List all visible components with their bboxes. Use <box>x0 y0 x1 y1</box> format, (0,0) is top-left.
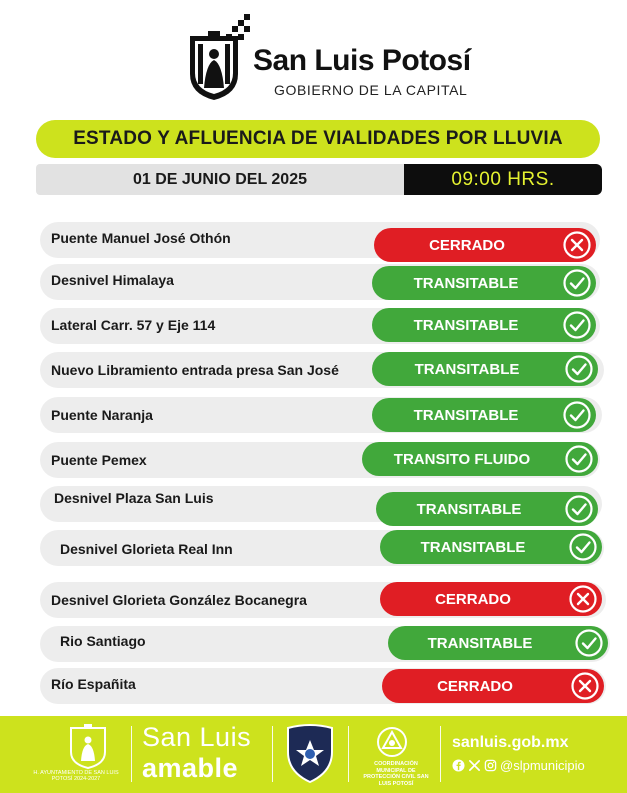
road-status-badge <box>380 582 602 616</box>
road-name: Desnivel Glorieta González Bocanegra <box>51 592 307 608</box>
report-title: ESTADO Y AFLUENCIA DE VIALIDADES POR LLUVIA <box>73 128 563 149</box>
check-circle-icon <box>574 628 604 658</box>
road-status-badge <box>376 492 598 526</box>
brand-subtitle: GOBIERNO DE LA CAPITAL <box>274 82 468 98</box>
x-circle-icon <box>568 584 598 614</box>
road-status-badge <box>372 398 596 432</box>
road-status-label: TRANSITABLE <box>414 360 520 378</box>
road-name: Nuevo Libramiento entrada presa San José <box>51 362 339 378</box>
instagram-icon[interactable] <box>484 759 497 772</box>
road-status-label: TRANSITABLE <box>413 406 519 424</box>
x-twitter-icon[interactable] <box>468 759 481 772</box>
footer-divider <box>348 726 349 782</box>
road-status-badge <box>372 308 596 342</box>
footer <box>0 716 627 793</box>
road-status-label: CERRADO <box>435 590 511 608</box>
check-circle-icon <box>564 444 594 474</box>
road-row <box>40 530 604 566</box>
brand-title: San Luis Potosí <box>253 44 471 77</box>
road-name: Río Españita <box>51 676 136 692</box>
road-name: Desnivel Plaza San Luis <box>54 490 214 506</box>
road-status-label: TRANSITABLE <box>427 634 533 652</box>
ayuntamiento-text: H. AYUNTAMIENTO DE SAN LUIS POTOSÍ 2024-2027 <box>33 770 119 782</box>
social-handle[interactable]: @slpmunicipio <box>500 758 585 773</box>
city-crest-logo <box>186 30 242 102</box>
proteccion-civil-logo <box>376 726 408 758</box>
footer-divider <box>272 726 273 782</box>
road-status-label: TRANSITABLE <box>420 538 526 556</box>
road-row <box>40 626 610 662</box>
report-date: 01 DE JUNIO DEL 2025 <box>36 164 404 195</box>
road-name: Rio Santiago <box>60 633 146 649</box>
footer-divider <box>131 726 132 782</box>
road-row <box>40 222 600 258</box>
road-row <box>40 397 602 433</box>
x-circle-icon <box>562 230 592 260</box>
road-row <box>40 582 606 618</box>
proteccion-civil-text: COORDINACIÓN MUNICIPAL DE PROTECCIÓN CIVIL SAN LUIS POTOSÍ <box>363 761 429 787</box>
road-status-label: TRANSITO FLUIDO <box>393 450 531 468</box>
road-name: Puente Manuel José Othón <box>51 230 231 246</box>
road-row <box>40 486 602 522</box>
road-status-badge <box>382 669 604 703</box>
website-link[interactable]: sanluis.gob.mx <box>452 734 569 751</box>
road-status-badge <box>372 352 598 386</box>
social-links[interactable] <box>452 758 585 773</box>
check-circle-icon <box>562 310 592 340</box>
road-row <box>40 264 600 300</box>
road-row <box>40 442 600 478</box>
road-name: Desnivel Glorieta Real Inn <box>60 541 233 557</box>
road-name: Lateral Carr. 57 y Eje 114 <box>51 317 216 333</box>
x-circle-icon <box>570 671 600 701</box>
slogan-line-2: amable <box>142 753 239 783</box>
check-circle-icon <box>562 268 592 298</box>
road-status-badge <box>362 442 598 476</box>
check-circle-icon <box>564 354 594 384</box>
check-circle-icon <box>562 400 592 430</box>
road-name: Puente Pemex <box>51 452 147 468</box>
road-status-label: TRANSITABLE <box>413 274 519 292</box>
road-status-badge <box>372 266 596 300</box>
slogan-line-1: San Luis <box>142 722 252 752</box>
road-row <box>40 668 606 704</box>
road-status-label: TRANSITABLE <box>413 316 519 334</box>
footer-divider <box>440 726 441 782</box>
road-status-label: CERRADO <box>429 236 505 254</box>
road-status-label: TRANSITABLE <box>416 500 522 518</box>
road-status-badge <box>388 626 608 660</box>
report-time: 09:00 HRS. <box>404 164 602 195</box>
road-status-label: CERRADO <box>437 677 513 695</box>
road-name: Desnivel Himalaya <box>51 272 174 288</box>
road-name: Puente Naranja <box>51 407 153 423</box>
road-row <box>40 352 604 388</box>
report-title-bar <box>36 120 600 158</box>
header <box>0 0 627 112</box>
check-circle-icon <box>564 494 594 524</box>
check-circle-icon <box>568 532 598 562</box>
road-status-badge <box>374 228 596 262</box>
road-row <box>40 308 600 344</box>
facebook-icon[interactable] <box>452 759 465 772</box>
road-status-badge <box>380 530 602 564</box>
police-badge-logo <box>284 722 336 784</box>
ayuntamiento-crest-logo <box>68 724 108 770</box>
